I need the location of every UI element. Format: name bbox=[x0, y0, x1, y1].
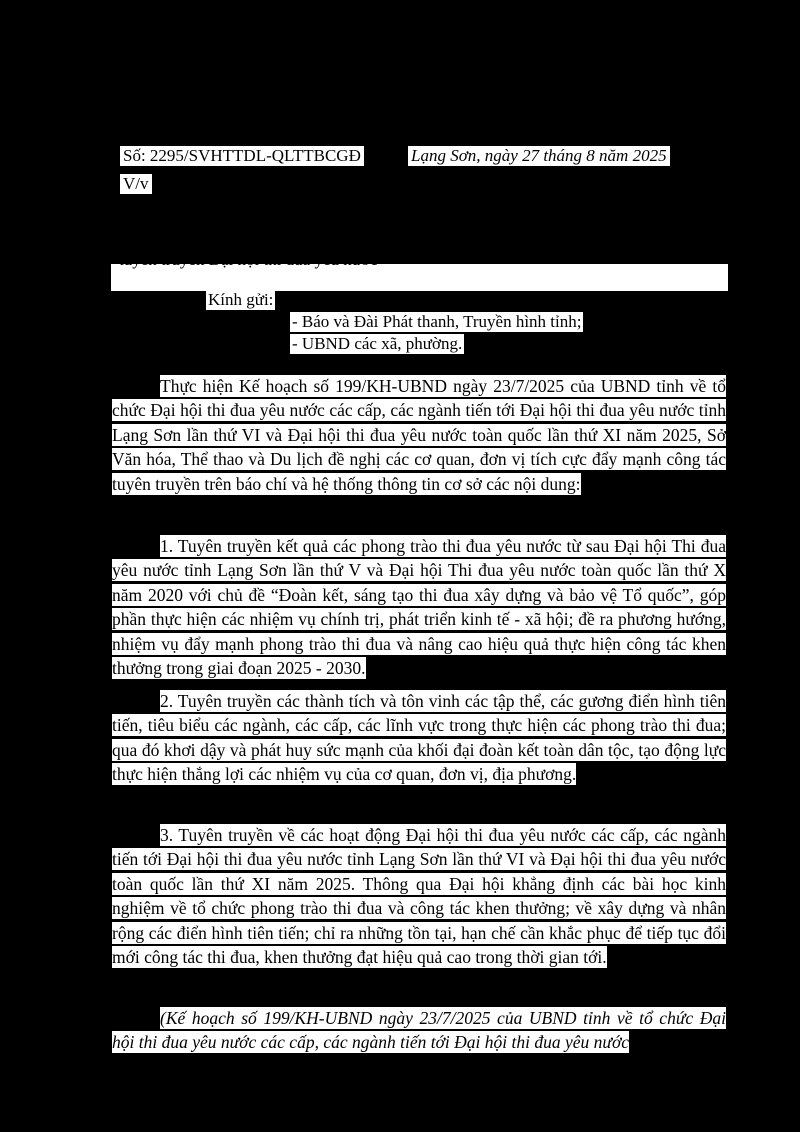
content-item-2-text: 2. Tuyên truyền các thành tích và tôn vinh các tập thể, các gương điển hình tiên tiến, tiêu biểu các ngành, các cấp, các lĩnh vực trong thực hiện các phong trào thi đua; qua đó khơi dậy và phát huy sức mạnh của khối đại đoàn kết toàn dân tộc, tạo động lực thực hiện thắng lợi các nhiệm vụ của cơ quan, đơn vị, địa phương. bbox=[112, 691, 726, 785]
content-item-3-text: 3. Tuyên truyền về các hoạt động Đại hội thi đua yêu nước các cấp, các ngành tiến tới Đại hội thi đua yêu nước tỉnh Lạng Sơn lần thứ VI và Đại hội thi đua yêu nước toàn quốc lần thứ XI năm 2025. Thông qua Đại hội khẳng định các bài học kinh nghiệm về tổ chức phong trào thi đua và công tác khen thưởng; về xây dựng và nhân rộng các điển hình tiên tiến; chỉ ra những tồn tại, hạn chế cần khắc phục để tiếp tục đổi mới công tác thi đua, khen thưởng đạt hiệu quả cao trong thời gian tới. bbox=[112, 825, 726, 968]
document-number: Số: 2295/SVHTTDL-QLTTBCGĐ bbox=[120, 146, 364, 166]
content-item-1 bbox=[112, 534, 726, 680]
subject-prefix: V/v bbox=[120, 174, 152, 194]
content-item-2 bbox=[112, 689, 726, 787]
subject-cut-text: tuyên truyền Đại hội thi đua yêu nước bbox=[119, 250, 378, 269]
place-and-date: Lạng Sơn, ngày 27 tháng 8 năm 2025 bbox=[408, 146, 670, 166]
content-item-3 bbox=[112, 823, 726, 969]
intro-paragraph bbox=[112, 374, 726, 496]
reference-note-text: (Kế hoạch số 199/KH-UBND ngày 23/7/2025 của UBND tỉnh về tổ chức Đại hội thi đua yêu nước các cấp, các ngành tiến tới Đại hội thi đua yêu nước bbox=[112, 1008, 726, 1053]
reference-note bbox=[112, 1006, 726, 1055]
content-item-1-text: 1. Tuyên truyền kết quả các phong trào thi đua yêu nước từ sau Đại hội Thi đua yêu nước tỉnh Lạng Sơn lần thứ V và Đại hội Thi đua yêu nước toàn quốc lần thứ X năm 2020 với chủ đề “Đoàn kết, sáng tạo thi đua xây dựng và bảo vệ Tổ quốc”, góp phần thực hiện các nhiệm vụ chính trị, phát triển kinh tế - xã hội; đề ra phương hướng, nhiệm vụ đẩy mạnh phong trào thi đua và nâng cao hiệu quả thực hiện công tác khen thưởng trong giai đoạn 2025 - 2030. bbox=[112, 536, 726, 679]
recipient-item: - UBND các xã, phường. bbox=[292, 334, 463, 353]
intro-text: Thực hiện Kế hoạch số 199/KH-UBND ngày 23/7/2025 của UBND tỉnh về tổ chức Đại hội thi đua yêu nước các cấp, các ngành tiến tới Đại hội thi đua yêu nước tỉnh Lạng Sơn lần thứ VI và Đại hội thi đua yêu nước toàn quốc lần thứ XI năm 2025, Sở Văn hóa, Thể thao và Du lịch đề nghị các cơ quan, đơn vị tích cực đẩy mạnh công tác tuyên truyền trên báo chí và hệ thống thông tin cơ sở các nội dung: bbox=[112, 376, 726, 494]
salutation: Kính gửi: bbox=[208, 290, 274, 309]
recipient-item: - Báo và Đài Phát thanh, Truyền hình tỉnh; bbox=[292, 312, 582, 331]
subject-line-band bbox=[111, 250, 728, 291]
